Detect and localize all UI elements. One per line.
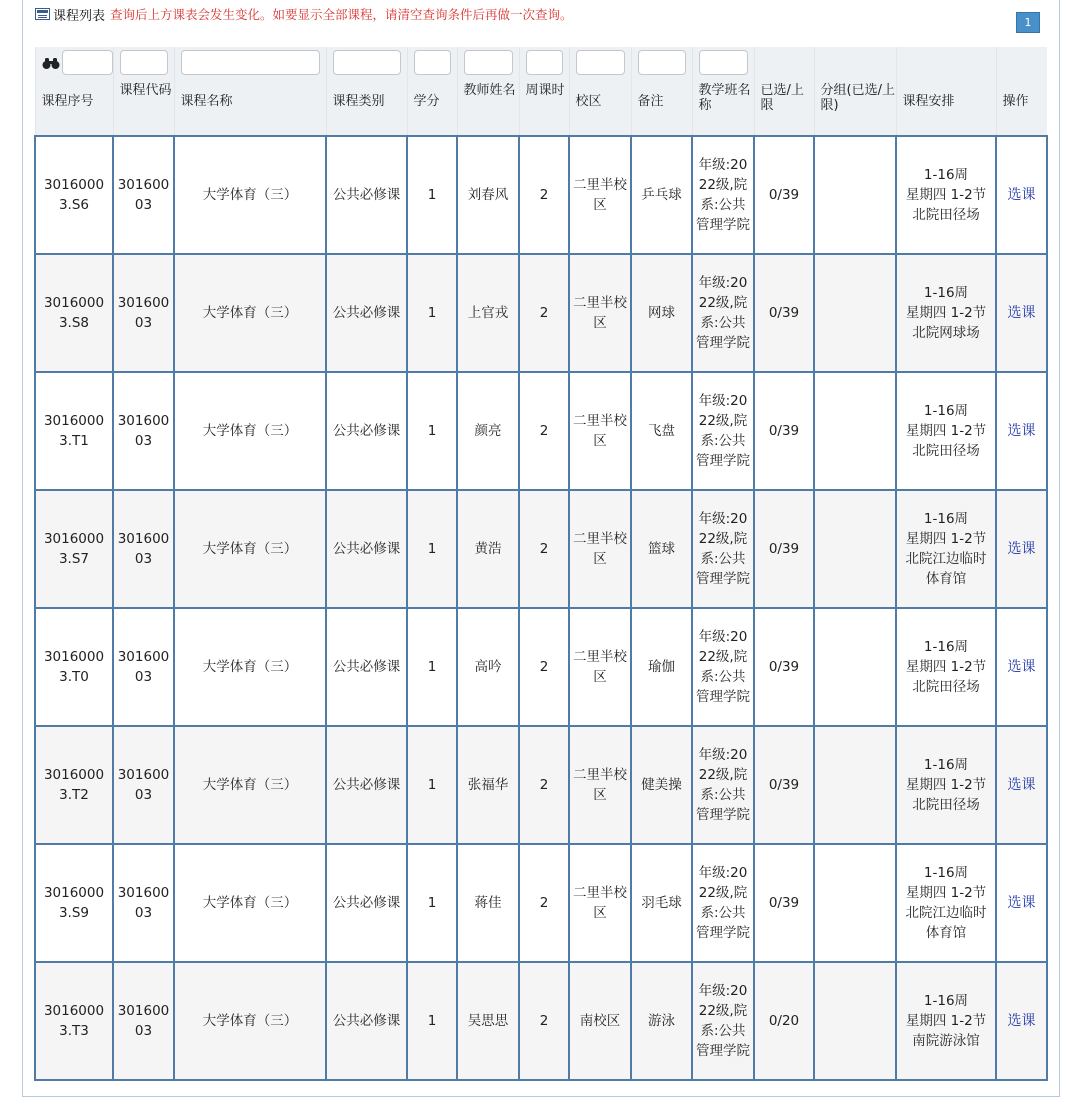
schedule-line: 星期四 1-2节 bbox=[905, 423, 987, 439]
teacher-cell: 上官戎 bbox=[457, 254, 519, 372]
campus-cell: 二里半校区 bbox=[569, 254, 631, 372]
schedule-line: 星期四 1-2节 bbox=[905, 885, 987, 901]
enrolled-cell: 0/39 bbox=[754, 726, 814, 844]
credit-cell: 1 bbox=[407, 254, 457, 372]
schedule-line: 北院江边临时体育馆 bbox=[905, 905, 987, 941]
schedule-cell bbox=[896, 608, 996, 726]
schedule-line: 1-16周 bbox=[923, 511, 969, 527]
schedule-cell bbox=[896, 136, 996, 254]
course-seq-cell: 30160003.S8 bbox=[35, 254, 113, 372]
credit-cell: 1 bbox=[407, 844, 457, 962]
seq-filter-input[interactable] bbox=[62, 50, 113, 75]
group-cell bbox=[814, 962, 896, 1080]
filter-cell-credit bbox=[407, 47, 457, 81]
filter-row bbox=[35, 47, 1047, 81]
action-cell bbox=[996, 490, 1047, 608]
weekly-hours-cell: 2 bbox=[519, 608, 569, 726]
select-course-link[interactable]: 选课 bbox=[1007, 187, 1036, 203]
schedule-line: 1-16周 bbox=[923, 167, 969, 183]
campus-cell: 二里半校区 bbox=[569, 372, 631, 490]
enrolled-cell: 0/39 bbox=[754, 844, 814, 962]
schedule-cell bbox=[896, 372, 996, 490]
course-code-cell: 30160003 bbox=[113, 372, 174, 490]
schedule-line: 北院田径场 bbox=[912, 443, 980, 459]
action-cell bbox=[996, 962, 1047, 1080]
column-header[interactable]: 教学班名称 bbox=[692, 81, 754, 136]
schedule-line: 星期四 1-2节 bbox=[905, 531, 987, 547]
enrolled-cell: 0/39 bbox=[754, 608, 814, 726]
filter-cell-enrolled bbox=[754, 47, 814, 81]
column-header[interactable]: 教师姓名 bbox=[457, 81, 519, 136]
course-code-cell: 30160003 bbox=[113, 136, 174, 254]
course-name-cell: 大学体育（三） bbox=[174, 726, 326, 844]
schedule-line: 北院网球场 bbox=[912, 325, 980, 341]
teacher-cell: 吴思思 bbox=[457, 962, 519, 1080]
schedule-line: 1-16周 bbox=[923, 639, 969, 655]
teacher-filter-input[interactable] bbox=[464, 50, 513, 75]
column-header[interactable]: 已选/上限 bbox=[754, 81, 814, 136]
page-1-button[interactable]: 1 bbox=[1016, 12, 1040, 33]
action-cell bbox=[996, 726, 1047, 844]
schedule-line: 星期四 1-2节 bbox=[905, 187, 987, 203]
weekly-hours-cell: 2 bbox=[519, 844, 569, 962]
course-seq-cell: 30160003.T1 bbox=[35, 372, 113, 490]
teaching-class-cell: 年级:2022级,院系:公共管理学院 bbox=[692, 254, 754, 372]
campus-cell: 二里半校区 bbox=[569, 136, 631, 254]
campus-cell: 二里半校区 bbox=[569, 608, 631, 726]
schedule-line: 1-16周 bbox=[923, 403, 969, 419]
course-category-cell: 公共必修课 bbox=[326, 962, 407, 1080]
teaching-class-cell: 年级:2022级,院系:公共管理学院 bbox=[692, 962, 754, 1080]
credit-cell: 1 bbox=[407, 608, 457, 726]
teacher-cell: 张福华 bbox=[457, 726, 519, 844]
teaching-class-cell: 年级:2022级,院系:公共管理学院 bbox=[692, 372, 754, 490]
remark-cell: 乒乓球 bbox=[631, 136, 692, 254]
course-seq-cell: 30160003.S6 bbox=[35, 136, 113, 254]
remark-cell: 健美操 bbox=[631, 726, 692, 844]
table-row bbox=[35, 962, 1047, 1080]
course-category-cell: 公共必修课 bbox=[326, 844, 407, 962]
hours-filter-input[interactable] bbox=[526, 50, 563, 75]
course-name-cell: 大学体育（三） bbox=[174, 490, 326, 608]
filter-cell-campus bbox=[569, 47, 631, 81]
column-header[interactable]: 周课时 bbox=[519, 81, 569, 136]
course-table-body bbox=[35, 136, 1047, 1080]
select-course-link[interactable]: 选课 bbox=[1007, 541, 1036, 557]
enrolled-cell: 0/39 bbox=[754, 372, 814, 490]
select-course-link[interactable]: 选课 bbox=[1007, 659, 1036, 675]
table-row bbox=[35, 726, 1047, 844]
course-category-cell: 公共必修课 bbox=[326, 254, 407, 372]
remark-cell: 飞盘 bbox=[631, 372, 692, 490]
schedule-line: 星期四 1-2节 bbox=[905, 777, 987, 793]
course-name-cell: 大学体育（三） bbox=[174, 254, 326, 372]
course-code-cell: 30160003 bbox=[113, 962, 174, 1080]
column-header[interactable]: 操作 bbox=[996, 81, 1047, 136]
action-cell bbox=[996, 608, 1047, 726]
course-code-cell: 30160003 bbox=[113, 490, 174, 608]
campus-cell: 二里半校区 bbox=[569, 726, 631, 844]
table-row bbox=[35, 372, 1047, 490]
credit-cell: 1 bbox=[407, 490, 457, 608]
table-row bbox=[35, 254, 1047, 372]
filter-cell-category bbox=[326, 47, 407, 81]
header-row bbox=[35, 81, 1047, 136]
schedule-line: 1-16周 bbox=[923, 285, 969, 301]
campus-cell: 二里半校区 bbox=[569, 844, 631, 962]
column-header[interactable]: 分组(已选/上限) bbox=[814, 81, 896, 136]
enrolled-cell: 0/20 bbox=[754, 962, 814, 1080]
enrolled-cell: 0/39 bbox=[754, 254, 814, 372]
course-table bbox=[34, 47, 1048, 1081]
column-header[interactable]: 课程序号 bbox=[35, 81, 113, 136]
group-cell bbox=[814, 372, 896, 490]
table-row bbox=[35, 490, 1047, 608]
schedule-cell bbox=[896, 490, 996, 608]
remark-cell: 瑜伽 bbox=[631, 608, 692, 726]
course-category-cell: 公共必修课 bbox=[326, 136, 407, 254]
column-header[interactable]: 课程安排 bbox=[896, 81, 996, 136]
course-name-cell: 大学体育（三） bbox=[174, 136, 326, 254]
filter-cell-hours bbox=[519, 47, 569, 81]
schedule-cell bbox=[896, 844, 996, 962]
filter-cell-action bbox=[996, 47, 1047, 81]
klass-filter-input[interactable] bbox=[699, 50, 748, 75]
code-filter-input[interactable] bbox=[120, 50, 168, 75]
schedule-line: 北院田径场 bbox=[912, 207, 980, 223]
name-filter-input[interactable] bbox=[181, 50, 320, 75]
campus-cell: 二里半校区 bbox=[569, 490, 631, 608]
course-code-cell: 30160003 bbox=[113, 608, 174, 726]
teaching-class-cell: 年级:2022级,院系:公共管理学院 bbox=[692, 844, 754, 962]
group-cell bbox=[814, 726, 896, 844]
table-row bbox=[35, 844, 1047, 962]
filter-cell-seq bbox=[35, 47, 113, 81]
schedule-line: 北院田径场 bbox=[912, 679, 980, 695]
weekly-hours-cell: 2 bbox=[519, 254, 569, 372]
column-header[interactable]: 课程代码 bbox=[113, 81, 174, 136]
teaching-class-cell: 年级:2022级,院系:公共管理学院 bbox=[692, 490, 754, 608]
credit-cell: 1 bbox=[407, 372, 457, 490]
action-cell bbox=[996, 372, 1047, 490]
group-cell bbox=[814, 254, 896, 372]
course-code-cell: 30160003 bbox=[113, 254, 174, 372]
filter-cell-code bbox=[113, 47, 174, 81]
weekly-hours-cell: 2 bbox=[519, 490, 569, 608]
credit-cell: 1 bbox=[407, 962, 457, 1080]
schedule-line: 北院田径场 bbox=[912, 797, 980, 813]
weekly-hours-cell: 2 bbox=[519, 726, 569, 844]
schedule-line: 1-16周 bbox=[923, 993, 969, 1009]
course-code-cell: 30160003 bbox=[113, 844, 174, 962]
select-course-link[interactable]: 选课 bbox=[1007, 305, 1036, 321]
weekly-hours-cell: 2 bbox=[519, 372, 569, 490]
binoculars-icon bbox=[42, 56, 60, 70]
course-seq-cell: 30160003.S9 bbox=[35, 844, 113, 962]
course-seq-cell: 30160003.T3 bbox=[35, 962, 113, 1080]
table-row bbox=[35, 608, 1047, 726]
schedule-cell bbox=[896, 962, 996, 1080]
teaching-class-cell: 年级:2022级,院系:公共管理学院 bbox=[692, 726, 754, 844]
select-course-link[interactable]: 选课 bbox=[1007, 777, 1036, 793]
query-hint: 查询后上方课表会发生变化。如要显示全部课程，请清空查询条件后再做一次查询。 bbox=[110, 7, 573, 22]
teacher-cell: 黄浩 bbox=[457, 490, 519, 608]
teacher-cell: 蒋佳 bbox=[457, 844, 519, 962]
action-cell bbox=[996, 136, 1047, 254]
column-header[interactable]: 备注 bbox=[631, 81, 692, 136]
course-category-cell: 公共必修课 bbox=[326, 372, 407, 490]
remark-cell: 篮球 bbox=[631, 490, 692, 608]
filter-cell-klass bbox=[692, 47, 754, 81]
select-course-link[interactable]: 选课 bbox=[1007, 423, 1036, 439]
enrolled-cell: 0/39 bbox=[754, 490, 814, 608]
course-name-cell: 大学体育（三） bbox=[174, 608, 326, 726]
column-header[interactable]: 学分 bbox=[407, 81, 457, 136]
schedule-cell bbox=[896, 726, 996, 844]
filter-cell-schedule bbox=[896, 47, 996, 81]
table-row bbox=[35, 136, 1047, 254]
course-category-cell: 公共必修课 bbox=[326, 726, 407, 844]
action-cell bbox=[996, 844, 1047, 962]
weekly-hours-cell: 2 bbox=[519, 136, 569, 254]
column-header[interactable]: 课程类别 bbox=[326, 81, 407, 136]
remark-filter-input[interactable] bbox=[638, 50, 686, 75]
course-code-cell: 30160003 bbox=[113, 726, 174, 844]
teaching-class-cell: 年级:2022级,院系:公共管理学院 bbox=[692, 608, 754, 726]
course-category-cell: 公共必修课 bbox=[326, 490, 407, 608]
remark-cell: 网球 bbox=[631, 254, 692, 372]
teaching-class-cell: 年级:2022级,院系:公共管理学院 bbox=[692, 136, 754, 254]
filter-cell-remark bbox=[631, 47, 692, 81]
table-icon bbox=[35, 8, 50, 20]
schedule-line: 星期四 1-2节 bbox=[905, 1013, 987, 1029]
group-cell bbox=[814, 136, 896, 254]
credit-cell: 1 bbox=[407, 726, 457, 844]
course-name-cell: 大学体育（三） bbox=[174, 372, 326, 490]
group-cell bbox=[814, 608, 896, 726]
select-course-link[interactable]: 选课 bbox=[1007, 1013, 1036, 1029]
course-name-cell: 大学体育（三） bbox=[174, 844, 326, 962]
schedule-line: 星期四 1-2节 bbox=[905, 659, 987, 675]
teacher-cell: 刘春风 bbox=[457, 136, 519, 254]
course-category-cell: 公共必修课 bbox=[326, 608, 407, 726]
course-list-title: 课程列表 bbox=[53, 8, 106, 24]
course-name-cell: 大学体育（三） bbox=[174, 962, 326, 1080]
course-seq-cell: 30160003.S7 bbox=[35, 490, 113, 608]
course-list-titlebar bbox=[35, 4, 573, 24]
action-cell bbox=[996, 254, 1047, 372]
campus-cell: 南校区 bbox=[569, 962, 631, 1080]
teacher-cell: 颜亮 bbox=[457, 372, 519, 490]
column-header[interactable]: 课程名称 bbox=[174, 81, 326, 136]
schedule-cell bbox=[896, 254, 996, 372]
schedule-line: 南院游泳馆 bbox=[912, 1033, 980, 1049]
schedule-line: 北院江边临时体育馆 bbox=[905, 551, 987, 587]
group-cell bbox=[814, 490, 896, 608]
course-seq-cell: 30160003.T0 bbox=[35, 608, 113, 726]
credit-filter-input[interactable] bbox=[414, 50, 451, 75]
teacher-cell: 高吟 bbox=[457, 608, 519, 726]
filter-cell-name bbox=[174, 47, 326, 81]
weekly-hours-cell: 2 bbox=[519, 962, 569, 1080]
remark-cell: 游泳 bbox=[631, 962, 692, 1080]
enrolled-cell: 0/39 bbox=[754, 136, 814, 254]
filter-cell-teacher bbox=[457, 47, 519, 81]
filter-cell-group bbox=[814, 47, 896, 81]
campus-filter-input[interactable] bbox=[576, 50, 625, 75]
credit-cell: 1 bbox=[407, 136, 457, 254]
group-cell bbox=[814, 844, 896, 962]
schedule-line: 星期四 1-2节 bbox=[905, 305, 987, 321]
schedule-line: 1-16周 bbox=[923, 865, 969, 881]
category-filter-input[interactable] bbox=[333, 50, 401, 75]
remark-cell: 羽毛球 bbox=[631, 844, 692, 962]
course-seq-cell: 30160003.T2 bbox=[35, 726, 113, 844]
schedule-line: 1-16周 bbox=[923, 757, 969, 773]
select-course-link[interactable]: 选课 bbox=[1007, 895, 1036, 911]
column-header[interactable]: 校区 bbox=[569, 81, 631, 136]
